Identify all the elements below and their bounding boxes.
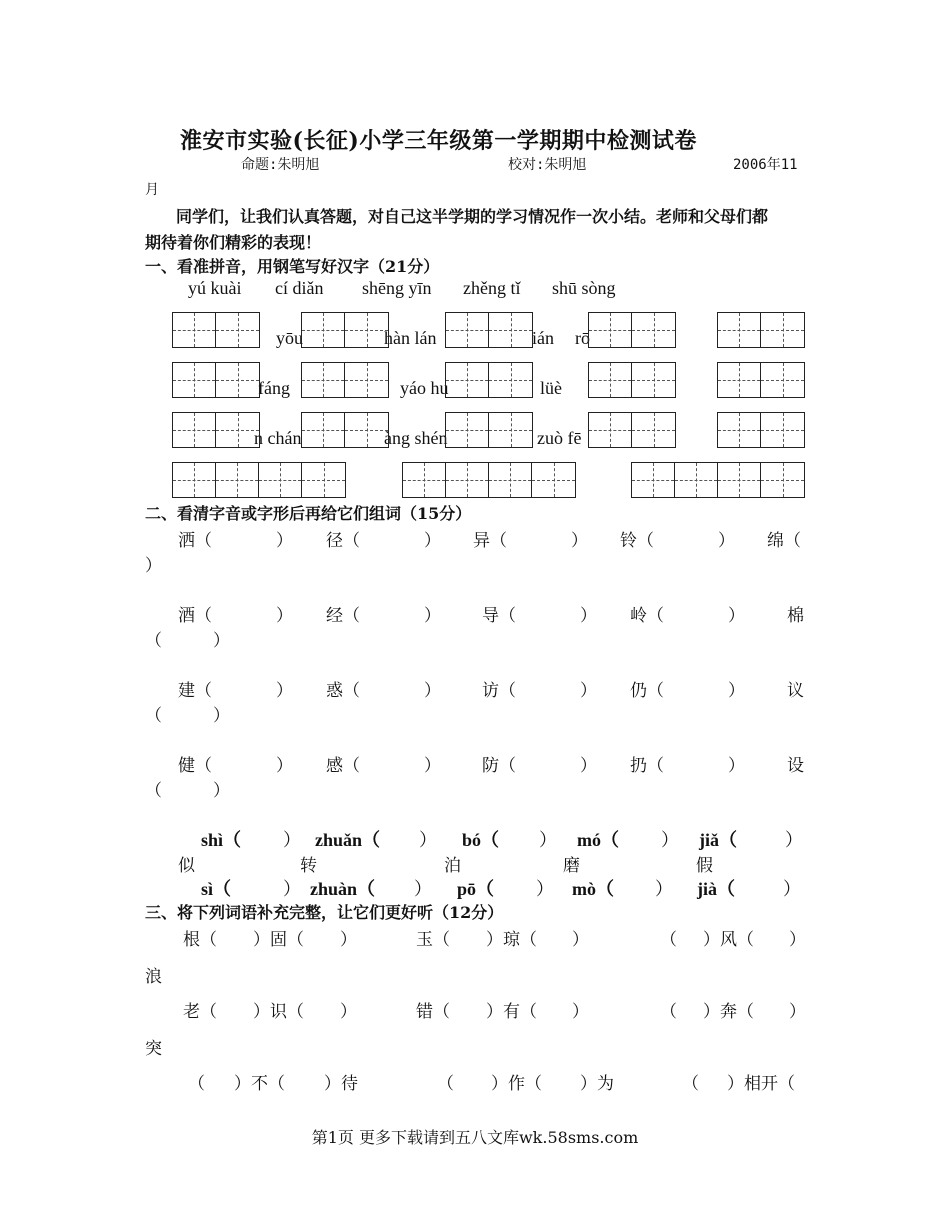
pinyin: shēng yīn [362, 278, 432, 298]
author-label: 命题:朱明旭 [241, 157, 320, 173]
poly-char: 转 [300, 856, 317, 876]
word-prompt: 防（ [482, 756, 516, 776]
word-prompt: ） [424, 756, 441, 776]
word-prompt: ） [728, 606, 745, 626]
word-prompt: 经（ [326, 606, 360, 626]
idiom-fragment: ）有（ [486, 1002, 537, 1022]
pinyin-fragment: n chán [254, 428, 302, 448]
idiom-fragment: ）奔（ [703, 1002, 754, 1022]
poly-pinyin: jiǎ（ [699, 830, 737, 850]
pinyin-fragment: hàn lán [384, 328, 437, 348]
poly-pinyin: zhuǎn（ [315, 830, 381, 850]
wrap-text: （ ） [145, 706, 230, 726]
idiom-fragment: ）作（ [491, 1074, 542, 1094]
idiom-fragment: （ [188, 1074, 205, 1094]
section1-heading: 一、看准拼音，用钢笔写好汉字（21分） [145, 257, 440, 276]
poly-pinyin: mó（ [577, 830, 619, 850]
writing-grid[interactable] [445, 312, 533, 348]
wrap-text: ） [145, 556, 162, 576]
poly-char: 假 [696, 856, 713, 876]
idiom-fragment: ）琼（ [486, 930, 537, 950]
poly-pinyin: zhuàn（ [310, 879, 376, 899]
poly-pinyin: ） [283, 879, 301, 899]
word-prompt: ） [424, 531, 441, 551]
pinyin-fragment: rō [575, 328, 590, 348]
wrap-text: （ ） [145, 781, 230, 801]
intro-line-2: 期待着你们精彩的表现！ [145, 233, 322, 252]
word-prompt: ） [580, 606, 597, 626]
pinyin-fragment: yōu [276, 328, 303, 348]
idiom-fragment: ） [340, 930, 357, 950]
writing-grid[interactable] [301, 362, 389, 398]
idiom-fragment: ）风（ [703, 930, 754, 950]
poly-pinyin: bó（ [462, 830, 500, 850]
pinyin-fragment: àng shén [384, 428, 448, 448]
idiom-fragment: ） [789, 930, 806, 950]
writing-grid[interactable] [172, 312, 260, 348]
section3-heading: 三、将下列词语补充完整，让它们更好听（12分） [145, 903, 504, 922]
idiom-fragment: ）待 [324, 1074, 358, 1094]
poly-pinyin: mò（ [572, 879, 614, 899]
word-prompt: 建（ [178, 681, 212, 701]
idiom-fragment: （ [437, 1074, 454, 1094]
writing-grid[interactable] [588, 312, 676, 348]
pinyin-fragment: yáo hu [400, 378, 449, 398]
word-prompt: ） [276, 756, 293, 776]
writing-grid[interactable] [717, 312, 805, 348]
poly-pinyin: pō（ [457, 879, 495, 899]
word-prompt: 径（ [326, 531, 360, 551]
word-prompt: 感（ [326, 756, 360, 776]
word-prompt: 异（ [473, 531, 507, 551]
date-wrap: 月 [145, 182, 159, 198]
word-prompt: 设 [787, 756, 804, 776]
word-prompt: 议 [787, 681, 804, 701]
writing-grid[interactable] [588, 412, 676, 448]
idiom-fragment: 根（ [183, 930, 217, 950]
writing-grid[interactable] [172, 412, 260, 448]
word-prompt: 仍（ [630, 681, 664, 701]
idiom-fragment: ）相开（ [727, 1074, 795, 1094]
poly-pinyin: ） [783, 879, 801, 899]
writing-grid[interactable] [588, 362, 676, 398]
word-prompt: ） [424, 681, 441, 701]
idiom-fragment: 错（ [416, 1002, 450, 1022]
poly-pinyin: ） [539, 830, 557, 850]
poly-pinyin: jià（ [697, 879, 735, 899]
pinyin: zhěng tǐ [463, 278, 521, 298]
writing-grid[interactable] [445, 362, 533, 398]
pinyin: shū sòng [552, 278, 616, 298]
writing-grid[interactable] [172, 362, 260, 398]
poly-pinyin: shì（ [201, 830, 242, 850]
word-prompt: ） [276, 531, 293, 551]
poly-char: 磨 [563, 856, 580, 876]
poly-pinyin: ） [655, 879, 673, 899]
idiom-fragment: ）识（ [253, 1002, 304, 1022]
idiom-fragment: （ [660, 930, 677, 950]
word-prompt: ） [728, 756, 745, 776]
writing-grid[interactable] [301, 412, 389, 448]
word-prompt: ） [276, 681, 293, 701]
pinyin-fragment: lüè [540, 378, 562, 398]
idiom-fragment: ） [572, 930, 589, 950]
word-prompt: ） [728, 681, 745, 701]
word-prompt: 铃（ [620, 531, 654, 551]
word-prompt: ） [276, 606, 293, 626]
word-prompt: 绵（ [767, 531, 801, 551]
idiom-fragment: ）为 [580, 1074, 614, 1094]
date-label: 2006年11 [733, 157, 798, 173]
word-prompt: 访（ [482, 681, 516, 701]
idiom-fragment: 玉（ [416, 930, 450, 950]
writing-grid[interactable] [445, 412, 533, 448]
word-prompt: 棉 [787, 606, 804, 626]
pinyin: cí diǎn [275, 278, 324, 298]
poly-pinyin: ） [283, 830, 301, 850]
poly-pinyin: ） [414, 879, 432, 899]
poly-char: 泊 [444, 856, 461, 876]
idiom-fragment: ）不（ [234, 1074, 285, 1094]
poly-pinyin: ） [536, 879, 554, 899]
wrap-text: 突 [145, 1039, 162, 1059]
idiom-fragment: 老（ [183, 1002, 217, 1022]
idiom-fragment: （ [660, 1002, 677, 1022]
word-prompt: 扔（ [630, 756, 664, 776]
idiom-fragment: ） [572, 1002, 589, 1022]
idiom-fragment: ）固（ [253, 930, 304, 950]
pinyin-fragment: zuò fē [537, 428, 582, 448]
idiom-fragment: ） [340, 1002, 357, 1022]
writing-grid[interactable] [717, 412, 805, 448]
idiom-fragment: ） [789, 1002, 806, 1022]
word-prompt: ） [571, 531, 588, 551]
pinyin-fragment: fáng [258, 378, 290, 398]
word-prompt: ） [424, 606, 441, 626]
writing-grid[interactable] [301, 312, 389, 348]
pinyin-fragment: ián [532, 328, 554, 348]
writing-grid[interactable] [402, 462, 576, 498]
idiom-fragment: （ [682, 1074, 699, 1094]
poly-char: 似 [178, 856, 195, 876]
word-prompt: 岭（ [630, 606, 664, 626]
checker-label: 校对:朱明旭 [508, 157, 587, 173]
word-prompt: ） [718, 531, 735, 551]
word-prompt: 酒（ [178, 606, 212, 626]
poly-pinyin: ） [785, 830, 803, 850]
wrap-text: （ ） [145, 631, 230, 651]
writing-grid[interactable] [172, 462, 346, 498]
page-footer: 第1页 更多下载请到五八文库wk.58sms.com [311, 1128, 639, 1147]
poly-pinyin: ） [661, 830, 679, 850]
section2-heading: 二、看清字音或字形后再给它们组词（15分） [145, 504, 472, 523]
word-prompt: ） [580, 681, 597, 701]
page-title: 淮安市实验(长征)小学三年级第一学期期中检测试卷 [180, 128, 697, 154]
writing-grid[interactable] [631, 462, 805, 498]
word-prompt: 健（ [178, 756, 212, 776]
pinyin: yú kuài [188, 278, 242, 298]
writing-grid[interactable] [717, 362, 805, 398]
intro-line-1: 同学们，让我们认真答题，对自己这半学期的学习情况作一次小结。老师和父母们都 [176, 207, 769, 226]
wrap-text: 浪 [145, 967, 162, 987]
word-prompt: 导（ [482, 606, 516, 626]
word-prompt: 洒（ [178, 531, 212, 551]
word-prompt: 惑（ [326, 681, 360, 701]
word-prompt: ） [580, 756, 597, 776]
poly-pinyin: ） [419, 830, 437, 850]
poly-pinyin: sì（ [201, 879, 232, 899]
